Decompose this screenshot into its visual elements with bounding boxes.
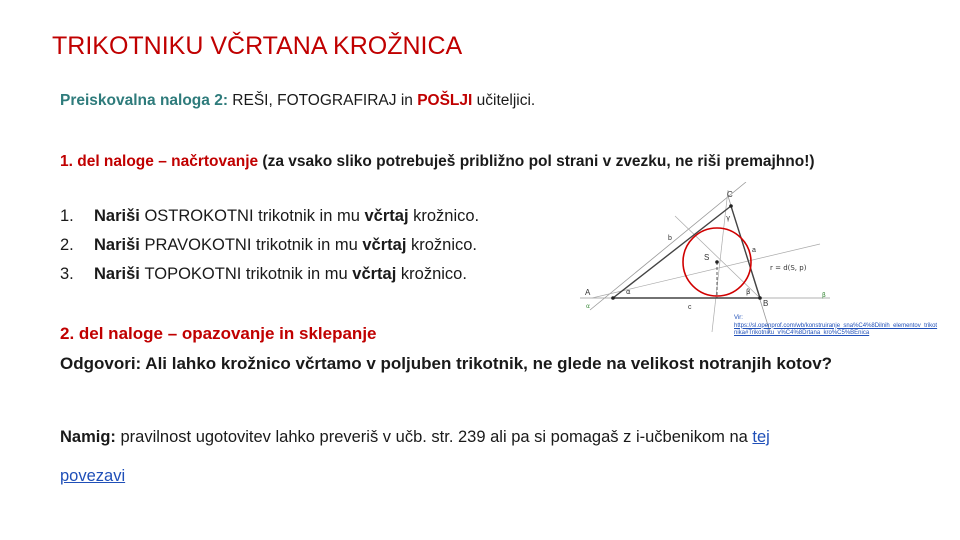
task-text-c: včrtaj: [362, 236, 407, 254]
part2-heading: 2. del naloge – opazovanje in sklepanje: [60, 324, 377, 343]
hint-link-tej[interactable]: tej: [752, 428, 770, 446]
center-point: [715, 260, 719, 264]
task-number: 1.: [60, 207, 74, 225]
label-alpha: α: [626, 288, 631, 296]
label-p-right: β: [822, 292, 826, 299]
task-text-a: Nariši: [94, 265, 145, 283]
part1-heading: 1. del naloge – načrtovanje: [60, 153, 259, 170]
intro-colon: :: [222, 92, 228, 109]
label-beta: β: [746, 288, 751, 296]
source-label: Vir:: [734, 315, 743, 321]
vertex-a-point: [611, 296, 615, 300]
task-text-d: krožnico.: [406, 236, 478, 254]
hint-label: Namig:: [60, 428, 116, 446]
source-link[interactable]: https://sl.openprof.com/wb/konstruiranje_sna%C4%8Dilnih_elementov_trikotnika#Trikotniku_v%C4%8Drtana_kro%C5%BEnica: [734, 322, 938, 336]
label-side-c: c: [688, 304, 692, 311]
label-a-vertex: A: [585, 288, 591, 297]
intro-line: [60, 92, 535, 110]
task-item: [60, 207, 479, 226]
task-number: 3.: [60, 265, 74, 283]
task-text-d: krožnico.: [408, 207, 480, 225]
label-gamma: γ: [726, 214, 731, 222]
task-item: [60, 265, 467, 284]
label-b-vertex: B: [763, 299, 769, 308]
part2-question: Odgovori: Ali lahko krožnico včrtamo v poljuben trikotnik, ne glede na velikost notranjih kotov?: [60, 354, 833, 373]
label-side-b: b: [668, 235, 672, 242]
triangle: [613, 206, 760, 298]
intro-text-a: REŠI, FOTOGRAFIRAJ in: [228, 92, 418, 109]
task-text-a: Nariši: [94, 236, 145, 254]
task-text-a: Nariši: [94, 207, 145, 225]
label-radius: r = d(S, p): [770, 264, 807, 272]
hint-link-povezavi[interactable]: povezavi: [60, 467, 126, 485]
task-text-d: krožnico.: [396, 265, 467, 283]
task-text-c: včrtaj: [364, 207, 409, 225]
hint-text: pravilnost ugotovitev lahko preveriš v učb. str. 239 ali pa si pomagaš z i-učbenikom na: [115, 428, 753, 446]
label-side-a: a: [752, 247, 756, 254]
page-title: TRIKOTNIKU VČRTANA KROŽNICA: [52, 32, 463, 60]
vertex-c-point: [729, 204, 733, 208]
label-c-vertex: C: [727, 190, 733, 199]
label-p-left: α: [586, 303, 590, 310]
part1-heading-line: [60, 153, 815, 171]
task-item: [60, 236, 477, 255]
intro-send: POŠLJI: [417, 92, 473, 109]
task-number: 2.: [60, 236, 74, 254]
intro-label: Preiskovalna naloga 2: [60, 92, 223, 109]
hint-line: [60, 428, 770, 447]
label-s-center: S: [704, 253, 710, 262]
task-text-b: PRAVOKOTNI trikotnik in mu: [144, 236, 363, 254]
task-text-b: OSTROKOTNI trikotnik in mu: [144, 207, 365, 225]
vertex-b-point: [758, 296, 762, 300]
part1-note: (za vsako sliko potrebuješ približno pol strani v zvezku, ne riši premajhno!): [258, 153, 815, 170]
intro-text-c: učiteljici.: [472, 92, 536, 109]
side-b-extension: [590, 182, 746, 310]
task-text-c: včrtaj: [352, 265, 397, 283]
source-citation: [734, 315, 940, 338]
hint-link-line: [60, 467, 125, 486]
task-text-b: TOPOKOTNI trikotnik in mu: [144, 265, 353, 283]
bisector-c: [712, 190, 731, 332]
